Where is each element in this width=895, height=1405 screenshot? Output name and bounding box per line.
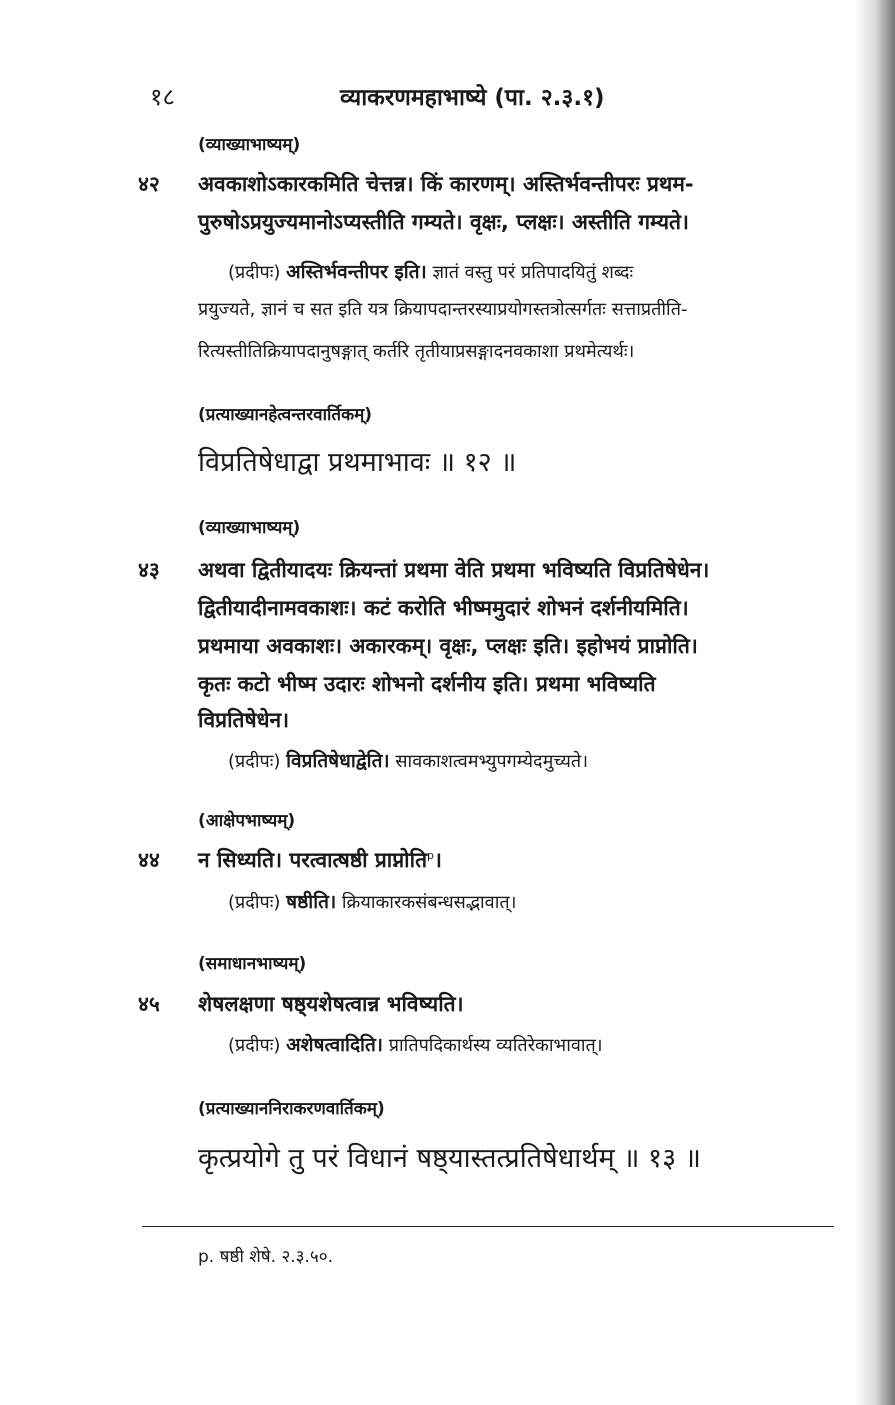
pradipa-text: सावकाशत्वमभ्युपगम्येदमुच्यते। xyxy=(395,751,589,772)
section-label-vartika-13: (प्रत्याख्याननिराकरणवार्तिकम्) xyxy=(198,1099,385,1119)
pradipa-lemma: अस्तिर्भवन्तीपर इति। xyxy=(286,261,427,283)
section-label-45: (समाधानभाष्यम्) xyxy=(198,954,307,974)
pradipa-comment xyxy=(228,1031,603,1057)
pradipa-text: प्रातिपदिकार्थस्य व्यतिरेकाभावात्। xyxy=(388,1035,603,1056)
bhashya-text-end: । xyxy=(434,848,442,872)
pradipa-tag: (प्रदीपः) xyxy=(228,892,281,913)
page-edge-shadow xyxy=(855,0,895,1405)
bhashya-line: कृतः कटो भीष्म उदारः शोभनो दर्शनीय इति। प्रथमा भविष्यति xyxy=(198,672,656,696)
page-number: १८ xyxy=(150,83,175,111)
pradipa-comment xyxy=(228,747,588,773)
paragraph-number-45: ४५ xyxy=(138,992,160,1016)
bhashya-line xyxy=(198,846,442,874)
pradipa-line: प्रयुज्यते, ज्ञानं च सत इति यत्र क्रियापदान्तरस्याप्रयोगस्तत्रोत्सर्गतः सत्ताप्रतीति- xyxy=(198,299,688,320)
bhashya-text: न सिध्यति। परत्वात्षष्ठी प्राप्नोति xyxy=(198,848,428,872)
pradipa-comment xyxy=(228,888,516,914)
footnote-divider xyxy=(142,1226,834,1227)
pradipa-text: ज्ञातं वस्तु परं प्रतिपादयितुं शब्दः xyxy=(432,262,634,283)
footnote-marker: p xyxy=(427,849,435,862)
vartika-sutra-13: कृत्प्रयोगे तु परं विधानं षष्ठ्यास्तत्प्रतिषेधार्थम् ॥ १३ ॥ xyxy=(198,1143,701,1174)
pradipa-tag: (प्रदीपः) xyxy=(228,262,281,283)
bhashya-line: अवकाशोऽकारकमिति चेत्तन्न। किं कारणम्। अस्तिर्भवन्तीपरः प्रथम- xyxy=(198,172,694,196)
bhashya-line: अथवा द्वितीयादयः क्रियन्तां प्रथमा वेति प्रथमा भविष्यति विप्रतिषेधेन। xyxy=(198,558,710,582)
footnote: p. षष्ठी शेषे. २.३.५०. xyxy=(198,1247,334,1267)
pradipa-tag: (प्रदीपः) xyxy=(228,751,281,772)
pradipa-lemma: अशेषत्वादिति। xyxy=(286,1034,384,1056)
bhashya-line: शेषलक्षणा षष्ठ्यशेषत्वान्न भविष्यति। xyxy=(198,992,464,1016)
paragraph-number-44: ४४ xyxy=(138,848,160,872)
paragraph-number-42: ४२ xyxy=(138,172,160,196)
paragraph-number-43: ४३ xyxy=(138,558,160,582)
pradipa-lemma: विप्रतिषेधाद्वेति। xyxy=(286,750,390,772)
pradipa-line: रित्यस्तीतिक्रियापदानुषङ्गात् कर्तरि तृतीयाप्रसङ्गादनवकाशा प्रथमेत्यर्थः। xyxy=(198,341,635,362)
section-label-vartika-12: (प्रत्याख्यानहेत्वन्तरवार्तिकम्) xyxy=(198,405,373,425)
section-label-42: (व्याख्याभाष्यम्) xyxy=(198,135,301,155)
bhashya-line: प्रथमाया अवकाशः। अकारकम्। वृक्षः, प्लक्षः इति। इहोभयं प्राप्नोति। xyxy=(198,634,698,658)
pradipa-lemma: षष्ठीति। xyxy=(286,891,337,913)
bhashya-line: द्वितीयादीनामवकाशः। कटं करोति भीष्ममुदारं शोभनं दर्शनीयमिति। xyxy=(198,596,689,620)
section-label-43: (व्याख्याभाष्यम्) xyxy=(198,518,301,538)
bhashya-line: पुरुषोऽप्रयुज्यमानोऽप्यस्तीति गम्यते। वृक्षः, प्लक्षः। अस्तीति गम्यते। xyxy=(198,210,689,234)
running-title: व्याकरणमहाभाष्ये (पा. २.३.१) xyxy=(340,85,605,111)
pradipa-text: क्रियाकारकसंबन्धसद्भावात्। xyxy=(341,892,517,913)
pradipa-tag: (प्रदीपः) xyxy=(228,1035,281,1056)
section-label-44: (आक्षेपभाष्यम्) xyxy=(198,811,296,831)
pradipa-comment xyxy=(228,258,633,284)
vartika-sutra-12: विप्रतिषेधाद्वा प्रथमाभावः ॥ १२ ॥ xyxy=(198,447,517,478)
bhashya-line: विप्रतिषेधेन। xyxy=(198,708,290,732)
